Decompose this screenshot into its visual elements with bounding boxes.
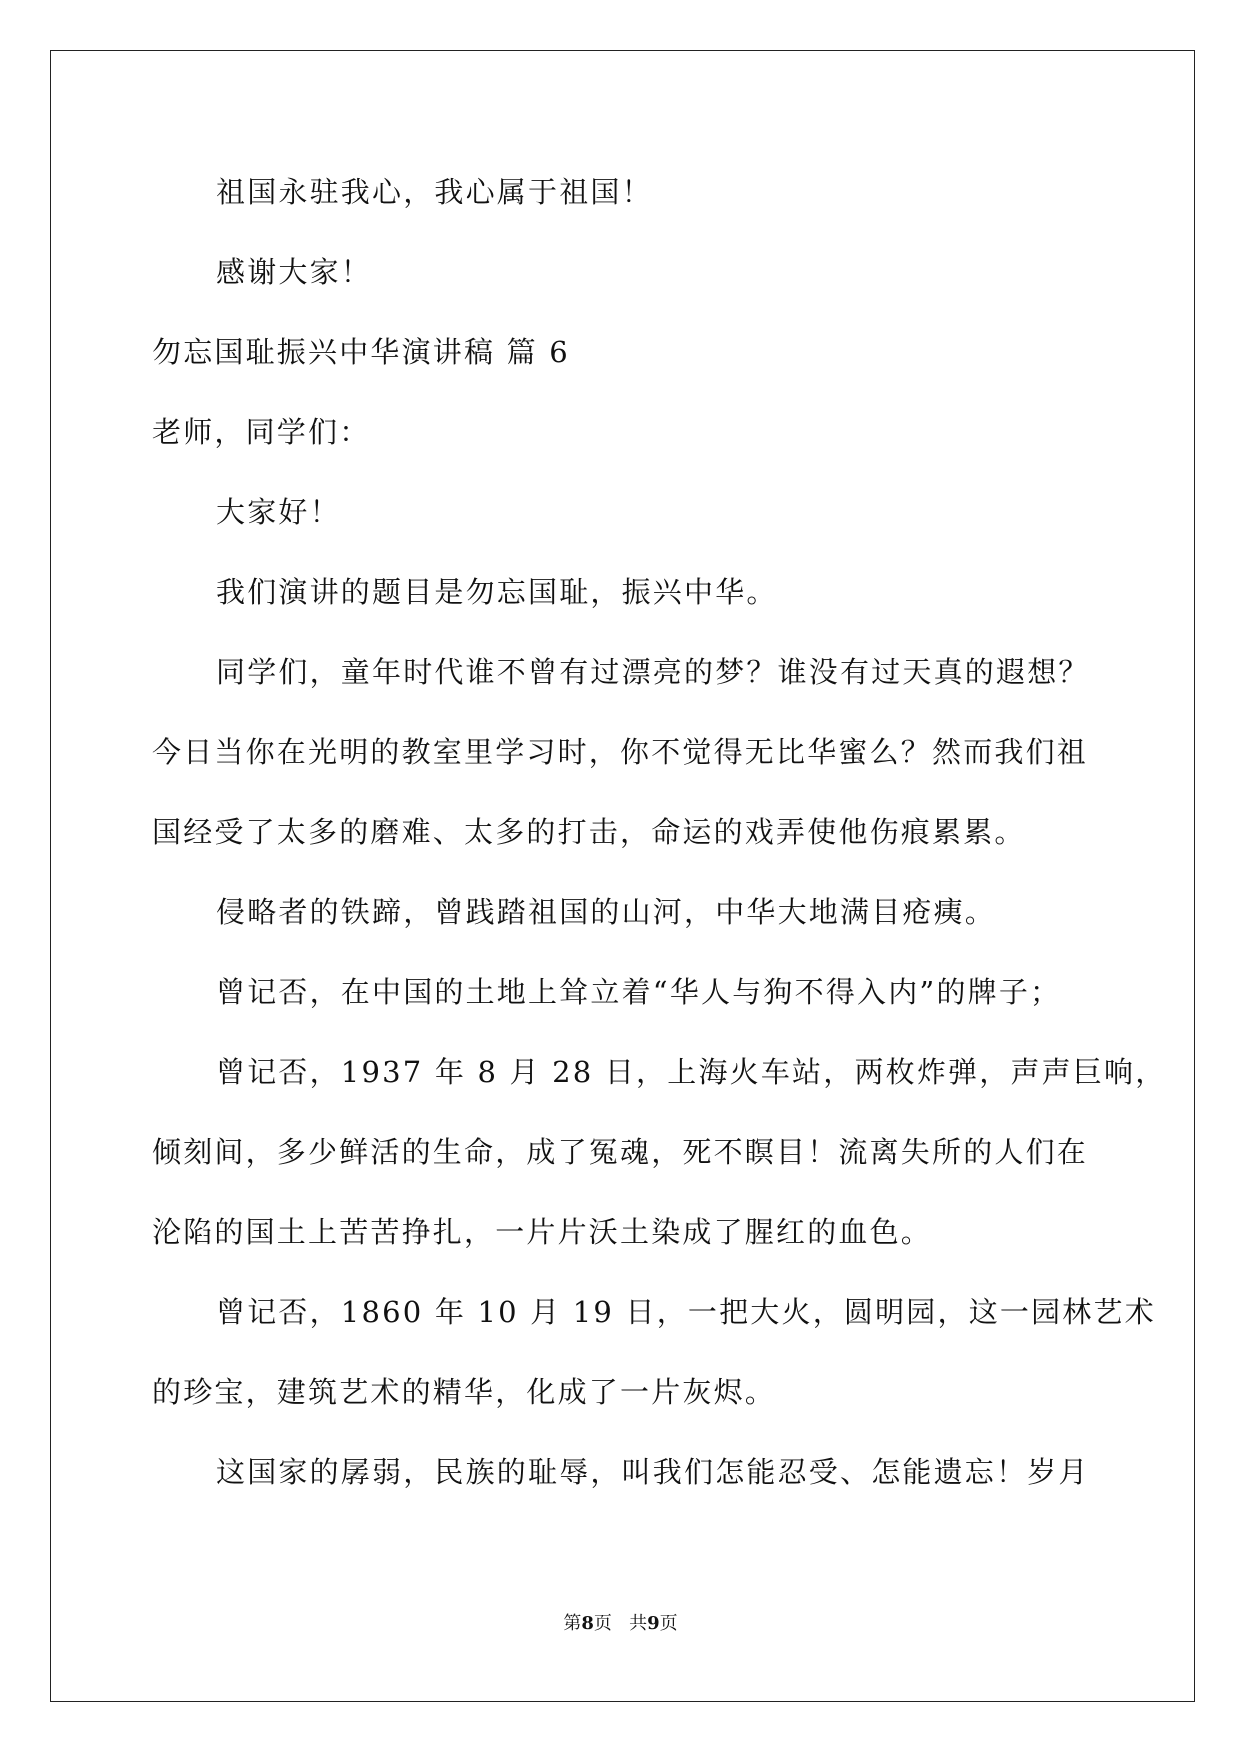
paragraph-line: 同学们，童年时代谁不曾有过漂亮的梦？谁没有过天真的遐想？ xyxy=(216,655,1090,689)
paragraph-line: 国经受了太多的磨难、太多的打击，命运的戏弄使他伤痕累累。 xyxy=(152,815,1026,849)
paragraph-line: 沦陷的国土上苦苦挣扎，一片片沃土染成了腥红的血色。 xyxy=(152,1215,933,1249)
paragraph-line: 这国家的孱弱，民族的耻辱，叫我们怎能忍受、怎能遗忘！岁月 xyxy=(216,1455,1090,1489)
salutation: 老师，同学们： xyxy=(152,415,371,449)
paragraph-line: 我们演讲的题目是勿忘国耻，振兴中华。 xyxy=(216,575,778,609)
section-heading: 勿忘国耻振兴中华演讲稿 篇 6 xyxy=(152,335,570,369)
greeting: 大家好！ xyxy=(216,495,341,529)
paragraph-line: 侵略者的铁蹄，曾践踏祖国的山河，中华大地满目疮痍。 xyxy=(216,895,997,929)
footer-suffix: 页 xyxy=(659,1613,678,1634)
paragraph-line: 感谢大家！ xyxy=(216,255,373,289)
paragraph-line: 曾记否，1937 年 8 月 28 日，上海火车站，两枚炸弹，声声巨响， xyxy=(216,1055,1167,1089)
current-page-number: 8 xyxy=(581,1613,594,1634)
total-page-number: 9 xyxy=(647,1613,660,1634)
paragraph-line: 今日当你在光明的教室里学习时，你不觉得无比华蜜么？然而我们祖 xyxy=(152,735,1089,769)
paragraph-line: 曾记否，1860 年 10 月 19 日，一把大火，圆明园，这一园林艺术 xyxy=(216,1295,1156,1329)
page-footer xyxy=(0,1612,1241,1636)
footer-prefix: 第 xyxy=(563,1613,582,1634)
footer-mid: 页 共 xyxy=(593,1613,648,1634)
paragraph-line: 曾记否，在中国的土地上耸立着“华人与狗不得入内”的牌子； xyxy=(216,975,1062,1009)
paragraph-line: 的珍宝，建筑艺术的精华，化成了一片灰烬。 xyxy=(152,1375,777,1409)
paragraph-line: 倾刻间，多少鲜活的生命，成了冤魂，死不瞑目！流离失所的人们在 xyxy=(152,1135,1089,1169)
paragraph-line: 祖国永驻我心，我心属于祖国！ xyxy=(216,175,653,209)
